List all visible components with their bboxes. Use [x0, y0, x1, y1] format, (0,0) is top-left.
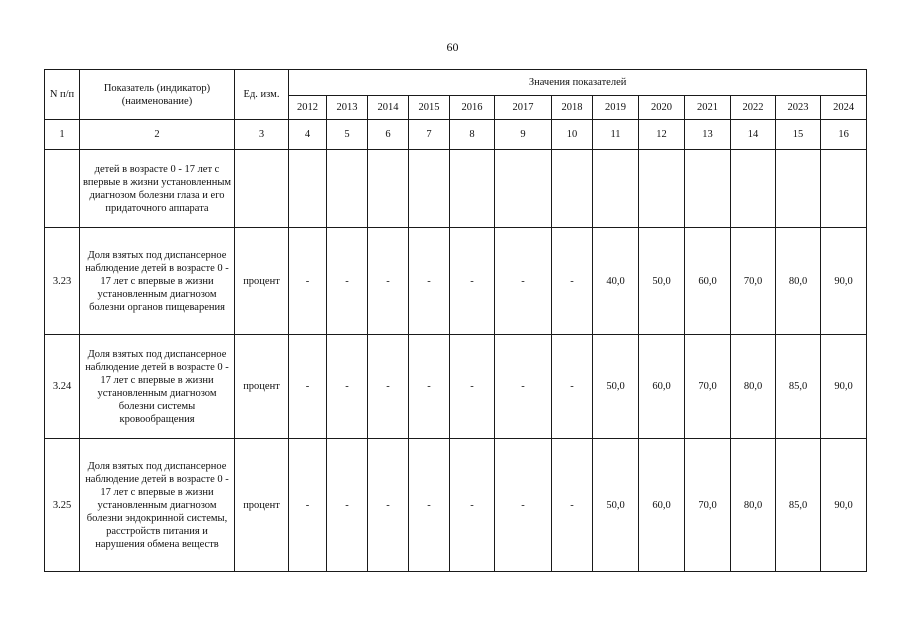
unit-cell: процент: [235, 228, 289, 335]
header-indicator: Показатель (индикатор) (наименование): [80, 70, 235, 120]
header-year: 2018: [552, 96, 593, 120]
indicators-table: [44, 69, 867, 572]
page-number: 60: [446, 40, 459, 54]
indicator-name: Доля взятых под диспансерное наблюдение детей в возрасте 0 - 17 лет с впервые в жизни установленным диагнозом болезни органов пищеварения: [80, 228, 235, 335]
value-cell: [593, 150, 639, 228]
value-cell: 50,0: [593, 335, 639, 439]
value-cell: [368, 150, 409, 228]
value-cell: 50,0: [639, 228, 685, 335]
header-year: 2014: [368, 96, 409, 120]
value-cell: [327, 150, 368, 228]
value-cell: 80,0: [731, 335, 776, 439]
column-number: 8: [450, 120, 495, 150]
header-row: [45, 70, 867, 96]
column-number: 6: [368, 120, 409, 150]
value-cell: [450, 150, 495, 228]
column-number: 7: [409, 120, 450, 150]
value-cell: 90,0: [821, 335, 867, 439]
value-cell: -: [552, 439, 593, 572]
value-cell: 40,0: [593, 228, 639, 335]
value-cell: 60,0: [685, 228, 731, 335]
header-year: 2023: [776, 96, 821, 120]
value-cell: -: [368, 335, 409, 439]
column-numbers-row: [45, 120, 867, 150]
header-year: 2012: [289, 96, 327, 120]
value-cell: -: [368, 228, 409, 335]
value-cell: -: [289, 228, 327, 335]
value-cell: [821, 150, 867, 228]
value-cell: 90,0: [821, 439, 867, 572]
row-number: 3.24: [45, 335, 80, 439]
indicator-name: детей в возрасте 0 - 17 лет с впервые в жизни установленным диагнозом болезни глаза и его придаточного аппарата: [80, 150, 235, 228]
value-cell: 70,0: [685, 335, 731, 439]
header-year: 2021: [685, 96, 731, 120]
value-cell: -: [289, 335, 327, 439]
header-year: 2019: [593, 96, 639, 120]
value-cell: 90,0: [821, 228, 867, 335]
header-year: 2020: [639, 96, 685, 120]
value-cell: [289, 150, 327, 228]
header-values-group: Значения показателей: [289, 70, 867, 96]
value-cell: 80,0: [731, 439, 776, 572]
value-cell: -: [327, 335, 368, 439]
column-number: 11: [593, 120, 639, 150]
row-number: 3.25: [45, 439, 80, 572]
column-number: 15: [776, 120, 821, 150]
header-num: N п/п: [45, 70, 80, 120]
column-number: 5: [327, 120, 368, 150]
value-cell: [409, 150, 450, 228]
indicator-name: Доля взятых под диспансерное наблюдение детей в возрасте 0 - 17 лет с впервые в жизни установленным диагнозом болезни системы кровообращения: [80, 335, 235, 439]
column-number: 13: [685, 120, 731, 150]
header-unit: Ед. изм.: [235, 70, 289, 120]
column-number: 10: [552, 120, 593, 150]
column-number: 14: [731, 120, 776, 150]
value-cell: 60,0: [639, 335, 685, 439]
header-year: 2015: [409, 96, 450, 120]
value-cell: [639, 150, 685, 228]
value-cell: [552, 150, 593, 228]
unit-cell: [235, 150, 289, 228]
value-cell: -: [368, 439, 409, 572]
table-row: [45, 335, 867, 439]
header-year: 2013: [327, 96, 368, 120]
value-cell: 70,0: [731, 228, 776, 335]
header-year: 2016: [450, 96, 495, 120]
value-cell: [495, 150, 552, 228]
value-cell: -: [450, 439, 495, 572]
value-cell: -: [327, 439, 368, 572]
value-cell: [776, 150, 821, 228]
value-cell: 80,0: [776, 228, 821, 335]
value-cell: 85,0: [776, 439, 821, 572]
value-cell: -: [327, 228, 368, 335]
unit-cell: процент: [235, 335, 289, 439]
column-number: 16: [821, 120, 867, 150]
header-year: 2022: [731, 96, 776, 120]
column-number: 9: [495, 120, 552, 150]
table-row: [45, 150, 867, 228]
value-cell: -: [552, 228, 593, 335]
header-year: 2017: [495, 96, 552, 120]
value-cell: [731, 150, 776, 228]
row-number: [45, 150, 80, 228]
value-cell: -: [409, 228, 450, 335]
column-number: 12: [639, 120, 685, 150]
table-row: [45, 228, 867, 335]
value-cell: -: [450, 335, 495, 439]
value-cell: -: [495, 439, 552, 572]
table-row: [45, 439, 867, 572]
indicator-name: Доля взятых под диспансерное наблюдение детей в возрасте 0 - 17 лет с впервые в жизни установленным диагнозом болезни эндокринной системы, расстройств питания и нарушения обмена веществ: [80, 439, 235, 572]
value-cell: -: [552, 335, 593, 439]
value-cell: -: [495, 335, 552, 439]
value-cell: 85,0: [776, 335, 821, 439]
value-cell: -: [409, 439, 450, 572]
column-number: 2: [80, 120, 235, 150]
value-cell: -: [495, 228, 552, 335]
value-cell: -: [409, 335, 450, 439]
value-cell: -: [450, 228, 495, 335]
value-cell: 60,0: [639, 439, 685, 572]
value-cell: 50,0: [593, 439, 639, 572]
value-cell: [685, 150, 731, 228]
header-year: 2024: [821, 96, 867, 120]
value-cell: 70,0: [685, 439, 731, 572]
column-number: 1: [45, 120, 80, 150]
column-number: 3: [235, 120, 289, 150]
row-number: 3.23: [45, 228, 80, 335]
value-cell: -: [289, 439, 327, 572]
column-number: 4: [289, 120, 327, 150]
unit-cell: процент: [235, 439, 289, 572]
